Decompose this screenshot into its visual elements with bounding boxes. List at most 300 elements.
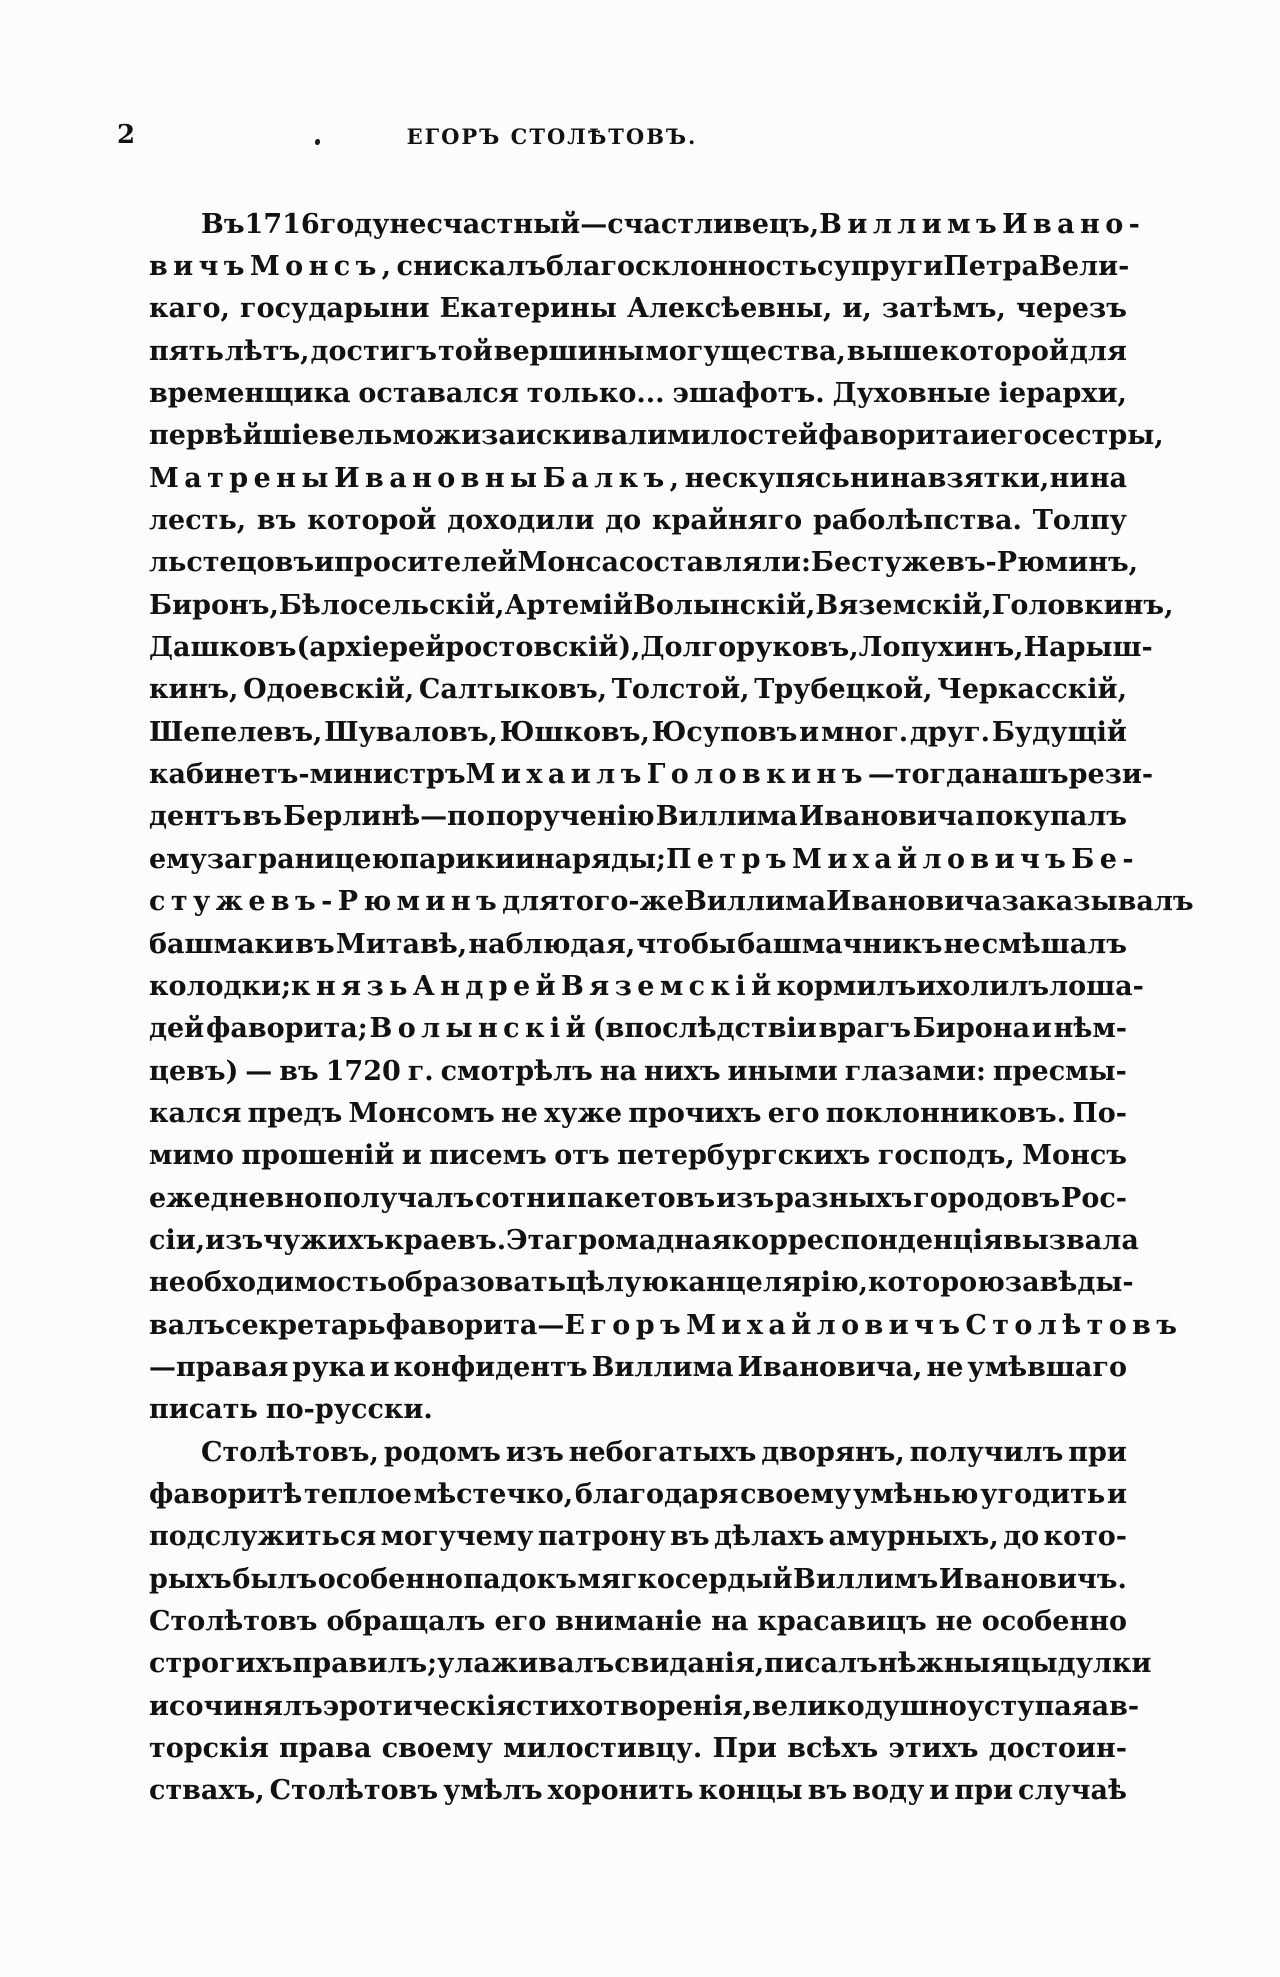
word: супруги (817, 251, 944, 283)
page-number: 2 (117, 120, 136, 150)
word: Михайловичъ (686, 1309, 966, 1341)
word: льстецовъ (149, 547, 315, 579)
word: разныхъ (774, 1182, 913, 1214)
word: Столѣтовъ (269, 1775, 439, 1807)
word: въ (256, 505, 297, 537)
word: Одоевскій, (243, 674, 415, 706)
word: своему (381, 1733, 493, 1765)
word: каго, (149, 293, 230, 325)
word: образовать (387, 1267, 566, 1299)
word: Волынскій, (633, 589, 816, 621)
word: друг. (909, 716, 991, 748)
word: рыхъ (149, 1563, 232, 1595)
text-line (149, 288, 1127, 330)
word: цѣлую (566, 1267, 669, 1299)
word: лоша- (1049, 970, 1144, 1002)
word: наблюдая, (468, 928, 636, 960)
word: — (867, 759, 895, 791)
word: особенно (981, 1606, 1127, 1638)
word: громадная (561, 1224, 732, 1256)
word: необходимость (149, 1267, 388, 1299)
word: великодушно (752, 1690, 967, 1722)
word: вниманіе (555, 1606, 702, 1638)
word: стихотворенія, (515, 1690, 753, 1722)
word: концы (698, 1775, 803, 1807)
word: въ (279, 1055, 319, 1087)
word: Алексѣевны, (626, 293, 833, 325)
word: Юшковъ, (499, 716, 650, 748)
word: угодить (980, 1478, 1106, 1510)
word: чужихъ (263, 1224, 385, 1256)
word: дей (149, 1013, 205, 1045)
word: торскія (149, 1733, 269, 1765)
word: Рос- (1061, 1182, 1127, 1214)
word: Шепелевъ, (149, 716, 323, 748)
word: Ивано- (1002, 208, 1146, 240)
word: свиданія, (614, 1648, 765, 1680)
text-line (149, 965, 1144, 1007)
word: сотни (475, 1182, 567, 1214)
word: 1720 (325, 1055, 401, 1087)
word: Ивановичъ. (938, 1563, 1127, 1595)
word: Монса (517, 547, 620, 579)
word: Митавѣ, (335, 928, 468, 960)
word: башмачникъ (737, 928, 943, 960)
word: 1716 (244, 208, 320, 240)
text-line (149, 1558, 1127, 1600)
word: своему (740, 1478, 852, 1510)
word: князь (291, 970, 413, 1002)
word: Долгоруковъ, (640, 632, 859, 664)
word: не (935, 1606, 973, 1638)
word: временщика (149, 378, 351, 410)
word: строгихъ (149, 1648, 293, 1680)
word: кото- (1043, 1521, 1127, 1553)
word: ни (1049, 462, 1090, 494)
text-line (149, 330, 1127, 372)
word: нѣжныя (877, 1648, 1011, 1680)
word: за (206, 843, 242, 875)
word: чтобы (636, 928, 736, 960)
word: Монсъ, (249, 251, 397, 283)
word: мѣстечко, (413, 1478, 574, 1510)
word: рука (292, 1351, 366, 1383)
word: Михайловичъ (792, 843, 1072, 875)
word: Вяземскій, (815, 589, 992, 621)
word: Биронъ, (149, 589, 279, 621)
word: его (494, 1606, 547, 1638)
word: Ивановича (798, 801, 975, 833)
word: завѣды- (1004, 1267, 1134, 1299)
word: эшафотъ. (672, 378, 825, 410)
text-line (149, 1050, 1127, 1092)
word: патрону (537, 1521, 666, 1553)
word: красавицъ (757, 1606, 927, 1638)
word: получилъ (909, 1436, 1064, 1468)
page-body (149, 203, 1194, 1812)
word: вызвала (1002, 1224, 1139, 1256)
word: дворянъ, (761, 1436, 905, 1468)
word: умѣлъ (443, 1775, 543, 1807)
word: Будущій (991, 716, 1127, 748)
word: Ивановны (334, 462, 543, 494)
word: отъ (554, 1140, 610, 1172)
word: мног. (820, 716, 909, 748)
word: покупалъ (975, 801, 1127, 833)
word: ростовскій), (445, 632, 641, 664)
word: пакетовъ (566, 1182, 716, 1214)
word: изъ (205, 1224, 264, 1256)
word: заискивали (481, 420, 668, 452)
word: — (245, 1055, 273, 1087)
word: милостивцу. (503, 1733, 703, 1765)
word: которою (868, 1267, 1005, 1299)
word: Эта (506, 1224, 562, 1256)
word: эротическія (322, 1690, 516, 1722)
text-line (149, 1262, 1134, 1304)
word: улаживалъ (437, 1648, 615, 1680)
word: въ (807, 1775, 848, 1807)
word: не (943, 928, 981, 960)
word: ствахъ, (149, 1775, 265, 1807)
word: обращалъ (326, 1606, 486, 1638)
word: особенно (317, 1563, 463, 1595)
word: секретарь (225, 1309, 386, 1341)
word: его (989, 420, 1042, 452)
word: Шуваловъ, (324, 716, 498, 748)
word: Петръ (666, 843, 793, 875)
word: башмаки (149, 928, 294, 960)
text-line (149, 203, 1146, 245)
word: въ (242, 801, 282, 833)
word: Михаилъ (465, 759, 647, 791)
word: Волынскій (369, 1013, 592, 1045)
word: Вели- (1039, 251, 1130, 283)
word: Толстой, (611, 674, 750, 706)
text-line (149, 1685, 1140, 1727)
word: хуже (544, 1097, 623, 1129)
word: ежедневно (149, 1182, 323, 1214)
word: лесть, (149, 505, 247, 537)
word: скупясь (721, 462, 850, 494)
word: Бирона (912, 1013, 1030, 1045)
word: Бѣлосельскій, (278, 589, 505, 621)
word: и (369, 1351, 390, 1383)
text-line (149, 1177, 1127, 1219)
word: нашъ (981, 759, 1069, 791)
text-line (149, 669, 1127, 711)
word: лѣтъ, (224, 335, 310, 367)
text-line (149, 1008, 1127, 1050)
word: снискалъ (396, 251, 546, 283)
word: Виллимъ (793, 1563, 939, 1595)
word: нѣм- (1053, 1013, 1127, 1045)
word: мягкосердый (577, 1563, 793, 1595)
word: той (437, 335, 493, 367)
text-line (149, 923, 1127, 965)
word: иными (727, 1055, 838, 1087)
word: канцелярію, (668, 1267, 869, 1299)
word: сочинялъ (169, 1690, 323, 1722)
word: Виллимъ (819, 208, 1003, 240)
word: не (926, 1351, 964, 1383)
word: оставался (358, 378, 519, 410)
word: и (1031, 1013, 1052, 1045)
word: (архіерей (296, 632, 446, 664)
word: подслужиться (149, 1521, 377, 1553)
text-line (149, 1770, 1127, 1812)
word: для (1069, 335, 1127, 367)
text-line (149, 1643, 1152, 1685)
word: тогда (894, 759, 982, 791)
word: въ (295, 928, 335, 960)
word: несчастный—счастливецъ, (389, 208, 820, 240)
word: достигъ (310, 335, 438, 367)
word: корреспонденція (731, 1224, 1003, 1256)
text-line (149, 457, 1127, 499)
word: Головкинъ (646, 759, 868, 791)
word: уступая (966, 1690, 1092, 1722)
word: воду (852, 1775, 925, 1807)
word: Ивановича, (737, 1351, 923, 1383)
word: Юсуповъ (651, 716, 798, 748)
text-line (149, 796, 1127, 838)
word: на (890, 462, 928, 494)
word: (впослѣдствіи (592, 1013, 817, 1045)
word: вершины (493, 335, 645, 367)
text-line (149, 1304, 1183, 1346)
word: дентъ (149, 801, 242, 833)
word: могучему (380, 1521, 534, 1553)
word: Въ (201, 208, 245, 240)
word: вельможи (319, 420, 482, 452)
word: благодаря (574, 1478, 739, 1510)
word: Черкасскій, (937, 674, 1127, 706)
word: для (502, 886, 560, 918)
word: права (279, 1733, 372, 1765)
word: петербургскихъ (617, 1140, 871, 1172)
word: умѣнью (852, 1478, 979, 1510)
paragraph (149, 203, 1194, 1431)
word: родомъ (383, 1436, 501, 1468)
word: Артемій (504, 589, 634, 621)
text-line (149, 1219, 1139, 1261)
word: и (929, 1775, 950, 1807)
word: Ивановича (825, 886, 1002, 918)
word: вичъ (149, 251, 250, 283)
word: врагъ (818, 1013, 911, 1045)
word: до (1003, 1521, 1040, 1553)
word: г. (407, 1055, 434, 1087)
text-line (149, 1389, 1127, 1431)
word: По- (1072, 1097, 1127, 1129)
word: Балкъ, (542, 462, 685, 494)
word: Виллима (655, 801, 798, 833)
word: взятки, (927, 462, 1050, 494)
word: фаворитѣ (149, 1478, 303, 1510)
word: которой (939, 335, 1069, 367)
word: Толпу (1032, 505, 1127, 537)
word: ни (849, 462, 890, 494)
word: доходили (447, 505, 595, 537)
text-line (149, 838, 1139, 880)
word: теплое (304, 1478, 412, 1510)
word: колодки; (149, 970, 292, 1002)
word: Виллима (591, 1351, 734, 1383)
word: первѣйшіе (149, 420, 320, 452)
word: фаворита; (205, 1013, 368, 1045)
word: границею (241, 843, 400, 875)
word: на (599, 1055, 638, 1087)
word: ав- (1091, 1690, 1140, 1722)
word: стужевъ-Рюминъ (149, 886, 503, 918)
word: кался (149, 1097, 242, 1129)
text-line (149, 1516, 1127, 1558)
word: небогатыхъ (568, 1436, 757, 1468)
word: прочихъ (628, 1097, 762, 1129)
word: валъ (149, 1309, 226, 1341)
text-line (149, 1135, 1127, 1177)
word: по-русски. (265, 1394, 433, 1426)
word: милостей (667, 420, 819, 452)
word: и (916, 970, 937, 1002)
word: Монсомъ (348, 1097, 495, 1129)
word: іерархи, (998, 378, 1127, 410)
text-line (149, 626, 1153, 668)
word: этихъ (888, 1733, 979, 1765)
word: Трубецкой, (754, 674, 933, 706)
text-line (149, 1473, 1127, 1515)
paragraph (149, 1431, 1152, 1812)
word: Нарыш- (1023, 632, 1153, 664)
word: При (712, 1733, 777, 1765)
word: прошеній (241, 1140, 395, 1172)
word: пять (149, 335, 224, 367)
word: Егоръ (564, 1309, 687, 1341)
word: могущества, (645, 335, 846, 367)
word: и (149, 1690, 170, 1722)
text-line (149, 584, 1174, 626)
word: писать (149, 1394, 258, 1426)
word: при (1068, 1436, 1127, 1468)
word: Андрей (412, 970, 562, 1002)
word: которой (307, 505, 437, 537)
word: Матрены (149, 462, 334, 494)
word: краевъ. (384, 1224, 507, 1256)
word: благосклонность (545, 251, 818, 283)
text-line (149, 1092, 1127, 1134)
word: году (319, 208, 390, 240)
word: амурныхъ, (828, 1521, 999, 1553)
word: кабинетъ-министръ (149, 759, 466, 791)
word: и (401, 1140, 422, 1172)
word: цыдулки (1010, 1648, 1152, 1680)
running-header-title: ЕГОРЪ СТОЛѢТОВЪ. (406, 124, 698, 149)
word: фаворита— (385, 1309, 565, 1341)
text-line (149, 542, 1139, 584)
word: его (767, 1097, 820, 1129)
text-line (149, 415, 1164, 457)
word: писемъ (429, 1140, 547, 1172)
word: сестры, (1041, 420, 1164, 452)
word: цевъ) (149, 1055, 239, 1087)
word: и (514, 843, 535, 875)
word: правилъ; (292, 1648, 438, 1680)
word: предъ (247, 1097, 343, 1129)
word: случаѣ (1017, 1775, 1127, 1807)
word: и (1106, 1478, 1127, 1510)
word: Столѣтовъ (965, 1309, 1183, 1341)
word: холилъ (936, 970, 1050, 1002)
word: затѣмъ, (881, 293, 1006, 325)
word: —правая (149, 1351, 289, 1383)
word: государыни (240, 293, 430, 325)
word: въ (670, 1521, 710, 1553)
word: Салтыковъ, (418, 674, 608, 706)
word: смѣшалъ (981, 928, 1127, 960)
text-line (149, 711, 1127, 753)
word: раболѣпства. (812, 505, 1022, 537)
word: на (1089, 462, 1127, 494)
word: Вяземскій (561, 970, 777, 1002)
word: кормилъ (776, 970, 917, 1002)
word: Столѣтовъ, (201, 1436, 379, 1468)
word: того-же (559, 886, 685, 918)
word: Духовные (832, 378, 991, 410)
text-line (149, 499, 1127, 541)
word: только... (526, 378, 665, 410)
word: Петра (943, 251, 1040, 283)
word: заказывалъ (1001, 886, 1194, 918)
word: писалъ (764, 1648, 878, 1680)
word: хоронить (547, 1775, 694, 1807)
word: и (969, 420, 990, 452)
text-line (149, 1600, 1127, 1642)
word: рези- (1068, 759, 1154, 791)
text-line (149, 372, 1127, 414)
word: изъ (716, 1182, 775, 1214)
word: конфидентъ (393, 1351, 588, 1383)
word: Берлинѣ—по (283, 801, 485, 833)
word: былъ (232, 1563, 318, 1595)
word: пресмы- (992, 1055, 1127, 1087)
word: выше (846, 335, 939, 367)
word: кинъ, (149, 674, 239, 706)
word: Монсъ (1022, 1140, 1127, 1172)
word: просителей (334, 547, 518, 579)
word: городовъ (913, 1182, 1061, 1214)
word: парики (399, 843, 515, 875)
word: и, (842, 293, 872, 325)
word: мимо (149, 1140, 234, 1172)
word: всѣхъ (787, 1733, 879, 1765)
word: Дашковъ (149, 632, 297, 664)
text-line (149, 245, 1130, 287)
word: фаворита (818, 420, 970, 452)
word: наряды; (534, 843, 667, 875)
word: порученію (485, 801, 655, 833)
text-line (149, 753, 1154, 795)
word: поклонниковъ. (825, 1097, 1066, 1129)
word: не (500, 1097, 538, 1129)
text-line (149, 1346, 1127, 1388)
word: Головкинъ, (991, 589, 1174, 621)
word: нихъ (643, 1055, 721, 1087)
word: и (314, 547, 335, 579)
word: не (684, 462, 722, 494)
word: падокъ (463, 1563, 577, 1595)
word: получалъ (323, 1182, 475, 1214)
